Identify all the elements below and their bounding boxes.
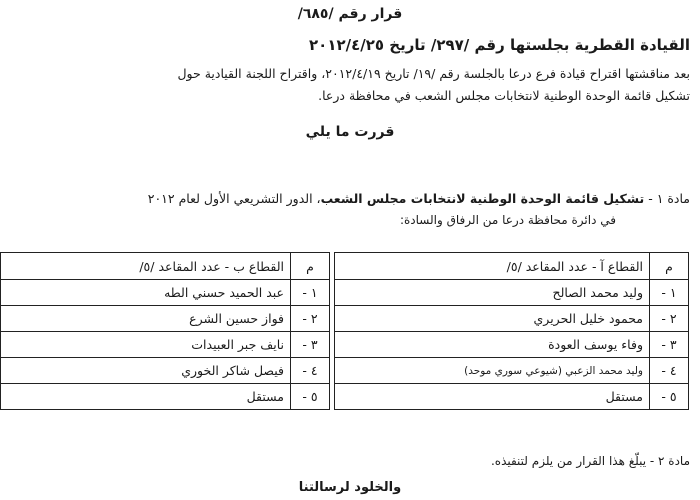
candidate-name: وفاء يوسف العودة <box>335 332 650 358</box>
sector-b-table <box>0 252 330 410</box>
article-1-rest: ، الدور التشريعي الأول لعام ٢٠١٢ <box>147 191 321 206</box>
num-header: م <box>650 253 689 280</box>
table-row <box>1 384 330 410</box>
row-number: ٢ - <box>650 306 689 332</box>
row-number: ١ - <box>650 280 689 306</box>
sector-a-header: القطاع آ - عدد المقاعد /٥/ <box>335 253 650 280</box>
article-1-label: مادة ١ - <box>644 191 690 206</box>
sector-a-table <box>334 252 689 410</box>
candidate-name: نايف جبر العبيدات <box>1 332 291 358</box>
table-row <box>1 332 330 358</box>
row-number: ٢ - <box>291 306 330 332</box>
row-number: ٤ - <box>291 358 330 384</box>
candidate-name: محمود خليل الحريري <box>335 306 650 332</box>
table-row <box>1 358 330 384</box>
table-row <box>335 384 689 410</box>
table-header-row <box>335 253 689 280</box>
candidate-name: وليد محمد الزعبي (شيوعي سوري موحد) <box>335 358 650 384</box>
row-number: ٣ - <box>291 332 330 358</box>
table-row <box>1 280 330 306</box>
decision-number: قرار رقم /٦٨٥/ <box>297 6 403 22</box>
candidate-name: فيصل شاكر الخوري <box>1 358 291 384</box>
row-number: ٣ - <box>650 332 689 358</box>
row-number: ١ - <box>291 280 330 306</box>
table-header-row <box>1 253 330 280</box>
sector-b-header: القطاع ب - عدد المقاعد /٥/ <box>1 253 291 280</box>
table-row <box>335 332 689 358</box>
table-row <box>335 306 689 332</box>
row-number: ٥ - <box>650 384 689 410</box>
article-1 <box>148 191 690 206</box>
candidate-name: فواز حسين الشرع <box>1 306 291 332</box>
num-header: م <box>291 253 330 280</box>
candidate-name: وليد محمد الصالح <box>335 280 650 306</box>
preamble-line-1: بعد مناقشتها اقتراح قيادة فرع درعا بالجلسة رقم /١٩/ تاريخ ٢٠١٢/٤/١٩، واقتراح اللجنة القيادية حول <box>177 66 690 81</box>
candidate-name: مستقل <box>335 384 650 410</box>
table-row <box>1 306 330 332</box>
preamble-line-2: تشكيل قائمة الوحدة الوطنية لانتخابات مجلس الشعب في محافظة درعا. <box>318 88 690 103</box>
article-2: مادة ٢ - يبلّغ هذا القرار من يلزم لتنفيذه. <box>490 454 690 468</box>
resolved-heading: قررت ما يلي <box>305 124 395 140</box>
session-title: القيادة القطرية بجلستها رقم /٢٩٧/ تاريخ ٢٠١٢/٤/٢٥ <box>309 36 690 54</box>
article-1-line-2: في دائرة محافظة درعا من الرفاق والسادة: <box>399 213 616 227</box>
row-number: ٤ - <box>650 358 689 384</box>
table-row <box>335 280 689 306</box>
candidate-name: عبد الحميد حسني الطه <box>1 280 291 306</box>
article-1-title: تشكيل قائمة الوحدة الوطنية لانتخابات مجلس الشعب <box>320 191 645 206</box>
row-number: ٥ - <box>291 384 330 410</box>
candidate-name: مستقل <box>1 384 291 410</box>
table-row <box>335 358 689 384</box>
closing-line: والخلود لرسالتنا <box>298 480 402 495</box>
